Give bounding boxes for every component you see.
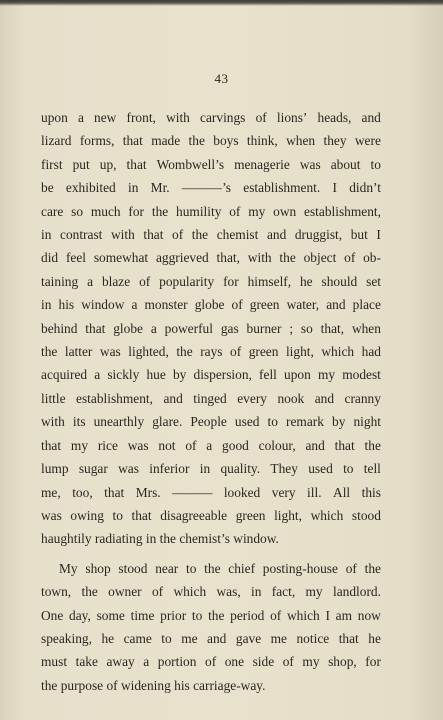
text-line: lizard forms, that made the boys think, when they were xyxy=(41,133,381,149)
text-line: lump sugar was inferior in quality. They used to tell xyxy=(41,461,381,477)
text-line: One day, some time prior to the period of which I am now xyxy=(41,607,381,623)
text-line: me, too, that Mrs. ——— looked very ill. All this xyxy=(41,484,381,500)
text-line: taining a blaze of popularity for himself, he should set xyxy=(41,273,381,289)
page-top-edge xyxy=(0,0,443,6)
text-line: behind that globe a powerful gas burner ; so that, when xyxy=(41,320,381,336)
text-line: must take away a portion of one side of my shop, for xyxy=(41,654,381,670)
text-line: did feel somewhat aggrieved that, with the object of ob- xyxy=(41,250,381,266)
paragraph xyxy=(41,106,381,551)
paragraph xyxy=(41,557,381,697)
text-line: haughtily radiating in the chemist’s window. xyxy=(41,531,279,547)
text-line: first put up, that Wombwell’s menagerie was about to xyxy=(41,156,381,172)
text-line: care so much for the humility of my own establishment, xyxy=(41,203,381,219)
text-line: the purpose of widening his carriage-way. xyxy=(41,677,266,693)
text-line: that my rice was not of a good colour, and that the xyxy=(41,437,381,453)
text-line: in contrast with that of the chemist and druggist, but I xyxy=(41,227,381,243)
text-line: My shop stood near to the chief posting-house of the xyxy=(59,560,381,576)
body-text xyxy=(41,106,381,697)
text-line: town, the owner of which was, in fact, my landlord. xyxy=(41,584,381,600)
text-line: in his window a monster globe of green water, and place xyxy=(41,297,381,313)
text-line: was owing to that disagreeable green light, which stood xyxy=(41,507,381,523)
text-line: speaking, he came to me and gave me notice that he xyxy=(41,630,381,646)
text-line: with its unearthly glare. People used to remark by night xyxy=(41,414,381,430)
page-number: 43 xyxy=(214,71,229,86)
text-line: the latter was lighted, the rays of green light, which had xyxy=(41,344,381,360)
text-line: upon a new front, with carvings of lions’ heads, and xyxy=(41,110,381,125)
text-line: little establishment, and tinged every nook and cranny xyxy=(41,390,381,406)
text-line: acquired a sickly hue by dispersion, fell upon my modest xyxy=(41,367,381,383)
text-line: be exhibited in Mr. ———’s establishment. I didn’t xyxy=(41,180,381,196)
